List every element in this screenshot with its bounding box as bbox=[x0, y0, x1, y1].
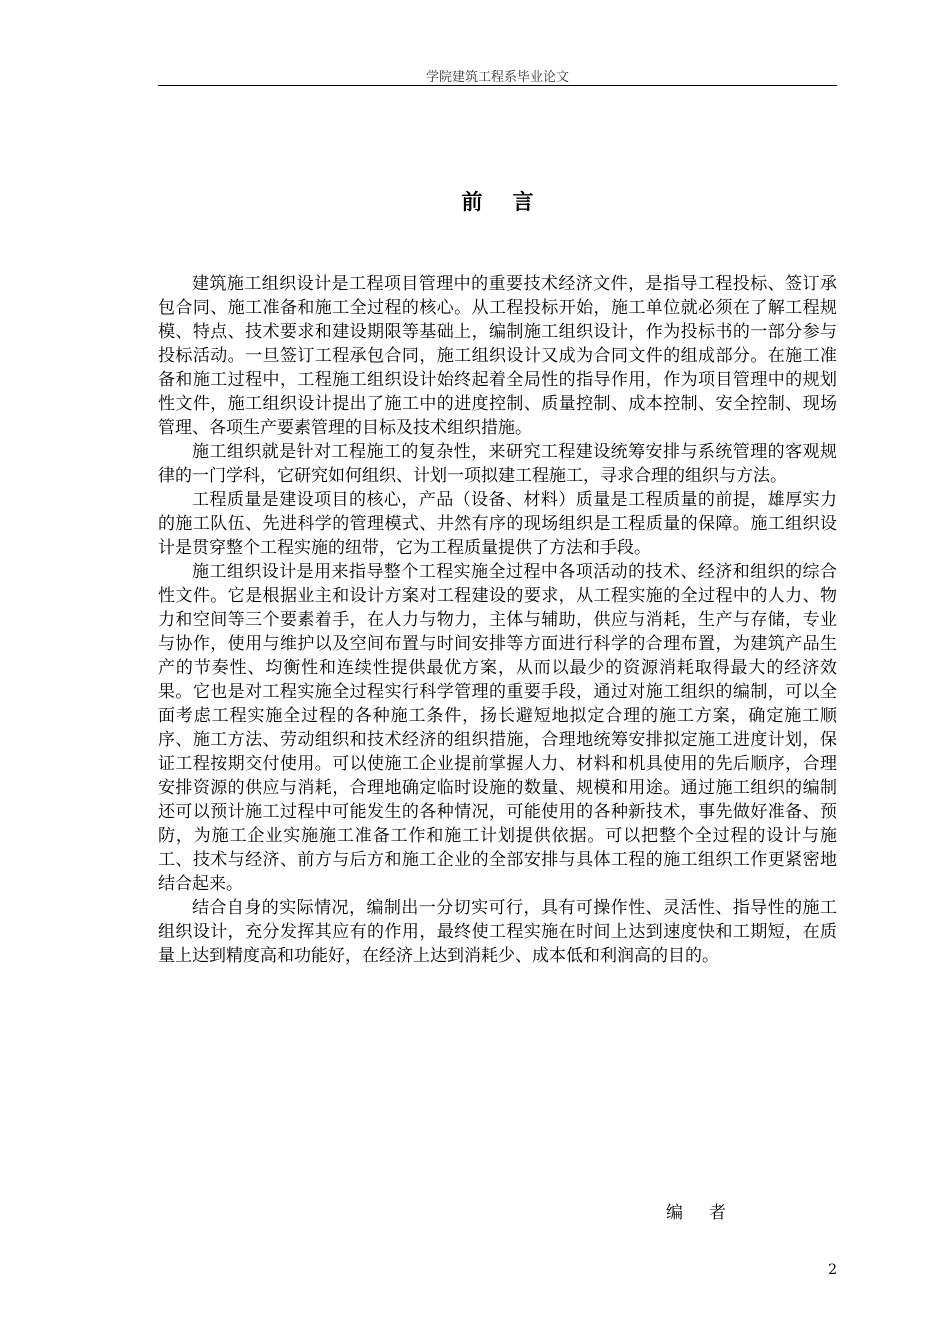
paragraph: 建筑施工组织设计是工程项目管理中的重要技术经济文件，是指导工程投标、签订承包合同、施工准备和施工全过程的核心。从工程投标开始，施工单位就必须在了解工程规模、特点、技术要求和建设期限等基础上，编制施工组织设计，作为投标书的一部分参与投标活动。一旦签订工程承包合同，施工组织设计又成为合同文件的组成部分。在施工准备和施工过程中，工程施工组织设计始终起着全局性的指导作用，作为项目管理中的规划性文件，施工组织设计提出了施工中的进度控制、质量控制、成本控制、安全控制、现场管理、各项生产要素管理的目标及技术组织措施。 bbox=[158, 274, 837, 438]
page-number: 2 bbox=[828, 1262, 837, 1278]
header-divider bbox=[158, 85, 837, 86]
page-title: 前言 bbox=[461, 189, 564, 214]
paragraph: 工程质量是建设项目的核心，产品（设备、材料）质量是工程质量的前提，雄厚实力的施工队伍、先进科学的管理模式、井然有序的现场组织是工程质量的保障。施工组织设计是贯穿整个工程实施的纽带，它为工程质量提供了方法和手段。 bbox=[158, 490, 837, 558]
page-header: 学院建筑工程系毕业论文 bbox=[425, 70, 569, 85]
paragraph: 施工组织就是针对工程施工的复杂性，来研究工程建设统筹安排与系统管理的客观规律的一门学科，它研究如何组织、计划一项拟建工程施工，寻求合理的组织与方法。 bbox=[158, 442, 837, 486]
paragraph: 结合自身的实际情况，编制出一分切实可行，具有可操作性、灵活性、指导性的施工组织设计，充分发挥其应有的作用，最终使工程实施在时间上达到速度快和工期短，在质量上达到精度高和功能好，在经济上达到消耗少、成本低和利润高的目的。 bbox=[158, 898, 837, 966]
author-signature: 编者 bbox=[666, 1203, 752, 1223]
paragraph: 施工组织设计是用来指导整个工程实施全过程中各项活动的技术、经济和组织的综合性文件。它是根据业主和设计方案对工程建设的要求，从工程实施的全过程中的人力、物力和空间等三个要素着手，在人力与物力，主体与辅助，供应与消耗，生产与存储，专业与协作，使用与维护以及空间布置与时间安排等方面进行科学的合理布置，为建筑产品生产的节奏性、均衡性和连续性提供最优方案，从而以最少的资源消耗取得最大的经济效果。它也是对工程实施全过程实行科学管理的重要手段，通过对施工组织的编制，可以全面考虑工程实施全过程的各种施工条件，扬长避短地拟定合理的施工方案，确定施工顺序、施工方法、劳动组织和技术经济的组织措施，合理地统筹安排拟定施工进度计划，保证工程按期交付使用。可以使施工企业提前掌握人力、材料和机具使用的先后顺序，合理安排资源的供应与消耗，合理地确定临时设施的数量、规模和用途。通过施工组织的编制还可以预计施工过程中可能发生的各种情况，可能使用的各种新技术，事先做好准备、预防，为施工企业实施施工准备工作和施工计划提供依据。可以把整个全过程的设计与施工、技术与经济、前方与后方和施工企业的全部安排与具体工程的施工组织工作更紧密地结合起来。 bbox=[158, 562, 837, 894]
document-body bbox=[158, 272, 837, 968]
